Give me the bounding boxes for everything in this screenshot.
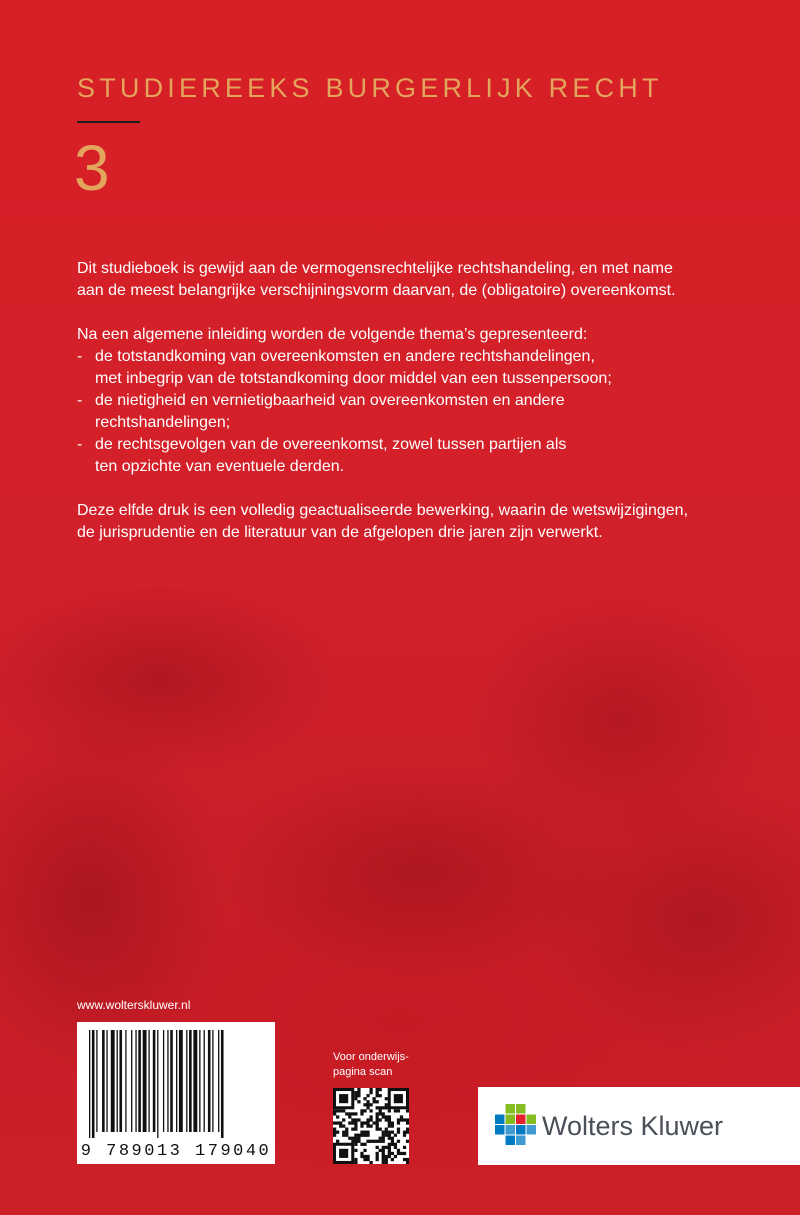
qr-module <box>376 1155 379 1158</box>
barcode-bar <box>138 1030 141 1132</box>
qr-module <box>376 1140 379 1143</box>
barcode-bar <box>89 1030 90 1138</box>
qr-module <box>397 1140 400 1143</box>
qr-module <box>391 1143 394 1146</box>
qr-module <box>351 1137 354 1140</box>
barcode-bar <box>125 1030 126 1132</box>
qr-module <box>376 1158 379 1161</box>
qr-module <box>360 1143 363 1146</box>
qr-module <box>403 1118 406 1121</box>
barcode-bar <box>102 1030 105 1132</box>
qr-module <box>385 1128 388 1131</box>
qr-module <box>397 1121 400 1124</box>
qr-module <box>354 1134 357 1137</box>
qr-module <box>388 1121 391 1124</box>
qr-module <box>394 1109 397 1112</box>
qr-module <box>354 1140 357 1143</box>
qr-module <box>360 1134 363 1137</box>
barcode-bar <box>111 1030 115 1132</box>
qr-module <box>357 1094 360 1097</box>
qr-module <box>354 1118 357 1121</box>
qr-module <box>385 1134 388 1137</box>
qr-module <box>357 1140 360 1143</box>
qr-module <box>357 1091 360 1094</box>
themes-intro: Na een algemene inleiding worden de volgende thema’s gepresenteerd: <box>77 326 588 343</box>
barcode-bar <box>199 1030 200 1132</box>
qr-caption-line-2: pagina scan <box>333 1066 393 1078</box>
themes-list <box>77 346 717 478</box>
qr-code[interactable] <box>333 1088 409 1164</box>
theme-line-2: met inbegrip van de totstandkoming door middel van een tussenpersoon; <box>95 370 612 387</box>
qr-module <box>400 1118 403 1121</box>
qr-module <box>376 1124 379 1127</box>
qr-module <box>357 1100 360 1103</box>
theme-line-2: rechtshandelingen; <box>95 414 231 431</box>
qr-module <box>366 1106 369 1109</box>
qr-module <box>376 1106 379 1109</box>
qr-module <box>397 1131 400 1134</box>
qr-module <box>366 1103 369 1106</box>
qr-module <box>366 1131 369 1134</box>
logo-tile <box>527 1125 537 1135</box>
qr-module <box>366 1155 369 1158</box>
qr-module <box>336 1131 339 1134</box>
isbn-number: 9 789013 179040 <box>80 1142 272 1161</box>
blurb-paragraph-3-line-1: Deze elfde druk is een volledig geactualiseerde bewerking, waarin de wetswijzigingen, <box>77 502 689 519</box>
qr-module <box>360 1155 363 1158</box>
qr-module <box>348 1137 351 1140</box>
qr-module <box>391 1152 394 1155</box>
qr-module <box>397 1128 400 1131</box>
qr-module <box>345 1134 348 1137</box>
qr-caption-line-1: Voor onderwijs- <box>333 1051 409 1063</box>
qr-module <box>388 1149 391 1152</box>
qr-module <box>369 1115 372 1118</box>
qr-module <box>342 1124 345 1127</box>
qr-module <box>363 1109 366 1112</box>
qr-module <box>388 1146 391 1149</box>
qr-module <box>406 1109 409 1112</box>
qr-module <box>333 1112 336 1115</box>
qr-module <box>354 1149 357 1152</box>
publisher-name: Wolters Kluwer <box>542 1111 724 1141</box>
logo-tile <box>516 1125 526 1135</box>
qr-module <box>354 1097 357 1100</box>
qr-module <box>366 1134 369 1137</box>
title-divider <box>77 121 140 123</box>
barcode-bar <box>163 1030 164 1132</box>
theme-item <box>77 346 717 390</box>
qr-module <box>336 1109 339 1112</box>
qr-module <box>394 1143 397 1146</box>
qr-finder-inner <box>394 1094 403 1103</box>
qr-module <box>382 1161 385 1164</box>
qr-module <box>345 1112 348 1115</box>
qr-module <box>366 1124 369 1127</box>
qr-finder-inner <box>339 1094 348 1103</box>
qr-module <box>382 1155 385 1158</box>
theme-bullet: - <box>77 348 83 365</box>
qr-module <box>373 1097 376 1100</box>
qr-module <box>369 1140 372 1143</box>
qr-module <box>388 1115 391 1118</box>
qr-module <box>366 1140 369 1143</box>
qr-module <box>403 1146 406 1149</box>
qr-code-icon <box>333 1088 409 1164</box>
qr-module <box>363 1097 366 1100</box>
qr-module <box>354 1128 357 1131</box>
barcode-bar <box>131 1030 132 1132</box>
qr-module <box>357 1118 360 1121</box>
wolters-kluwer-logo-icon <box>495 1104 537 1146</box>
qr-module <box>373 1100 376 1103</box>
qr-module <box>382 1140 385 1143</box>
qr-module <box>406 1131 409 1134</box>
qr-module <box>373 1140 376 1143</box>
qr-module <box>363 1121 366 1124</box>
qr-module <box>388 1131 391 1134</box>
qr-module <box>397 1109 400 1112</box>
qr-module <box>385 1103 388 1106</box>
qr-module <box>385 1158 388 1161</box>
logo-tile <box>506 1125 516 1135</box>
qr-module <box>376 1118 379 1121</box>
theme-line-1: de nietigheid en vernietigbaarheid van overeenkomsten en andere <box>95 392 565 409</box>
qr-module <box>388 1137 391 1140</box>
qr-module <box>366 1094 369 1097</box>
barcode-bar <box>218 1030 219 1132</box>
qr-module <box>403 1131 406 1134</box>
qr-module <box>379 1106 382 1109</box>
qr-module <box>376 1094 379 1097</box>
barcode-bar <box>117 1030 118 1132</box>
qr-module <box>400 1115 403 1118</box>
isbn-barcode <box>77 1022 275 1164</box>
blurb-paragraph-1 <box>77 258 717 302</box>
logo-tile <box>506 1104 516 1114</box>
qr-module <box>357 1088 360 1091</box>
qr-module <box>351 1140 354 1143</box>
qr-module <box>369 1124 372 1127</box>
qr-module <box>385 1161 388 1164</box>
qr-module <box>376 1152 379 1155</box>
qr-module <box>360 1121 363 1124</box>
qr-module <box>342 1131 345 1134</box>
qr-module <box>333 1128 336 1131</box>
qr-module <box>382 1134 385 1137</box>
qr-module <box>376 1115 379 1118</box>
qr-module <box>333 1121 336 1124</box>
qr-module <box>382 1115 385 1118</box>
qr-module <box>382 1112 385 1115</box>
qr-module <box>366 1100 369 1103</box>
qr-module <box>379 1137 382 1140</box>
qr-module <box>385 1146 388 1149</box>
volume-number: 3 <box>74 132 110 204</box>
qr-module <box>388 1155 391 1158</box>
barcode-bar <box>153 1030 156 1132</box>
qr-module <box>403 1158 406 1161</box>
qr-module <box>342 1109 345 1112</box>
qr-module <box>342 1118 345 1121</box>
qr-module <box>406 1118 409 1121</box>
qr-module <box>379 1140 382 1143</box>
qr-module <box>388 1118 391 1121</box>
qr-module <box>382 1149 385 1152</box>
qr-module <box>385 1097 388 1100</box>
qr-module <box>354 1143 357 1146</box>
qr-module <box>388 1143 391 1146</box>
qr-module <box>376 1100 379 1103</box>
qr-module <box>363 1155 366 1158</box>
qr-module <box>351 1121 354 1124</box>
logo-tile <box>495 1125 505 1135</box>
qr-module <box>351 1112 354 1115</box>
qr-module <box>406 1140 409 1143</box>
qr-module <box>348 1112 351 1115</box>
qr-module <box>376 1121 379 1124</box>
logo-tile <box>506 1115 516 1125</box>
barcode-bar <box>119 1030 122 1132</box>
qr-module <box>333 1131 336 1134</box>
qr-module <box>354 1124 357 1127</box>
qr-module <box>336 1115 339 1118</box>
qr-module <box>394 1155 397 1158</box>
qr-module <box>354 1158 357 1161</box>
barcode-bar <box>221 1030 224 1138</box>
qr-module <box>366 1118 369 1121</box>
qr-module <box>388 1124 391 1127</box>
blurb-paragraph-1-line-2: aan de meest belangrijke verschijningsvorm daarvan, de (obligatoire) overeenkomst. <box>77 282 676 299</box>
qr-module <box>382 1131 385 1134</box>
qr-module <box>385 1131 388 1134</box>
qr-module <box>369 1091 372 1094</box>
barcode-bar <box>189 1030 192 1132</box>
qr-module <box>354 1112 357 1115</box>
qr-module <box>376 1088 379 1091</box>
qr-module <box>357 1137 360 1140</box>
qr-module <box>363 1103 366 1106</box>
barcode-bar <box>148 1030 149 1132</box>
barcode-bar <box>135 1030 136 1132</box>
logo-tile <box>516 1115 526 1125</box>
qr-module <box>379 1128 382 1131</box>
qr-module <box>333 1109 336 1112</box>
qr-module <box>406 1128 409 1131</box>
qr-module <box>360 1109 363 1112</box>
qr-module <box>382 1152 385 1155</box>
barcode-bar <box>106 1030 107 1132</box>
qr-module <box>342 1134 345 1137</box>
barcode-bar <box>157 1030 158 1138</box>
qr-module <box>360 1131 363 1134</box>
qr-module <box>376 1091 379 1094</box>
qr-module <box>382 1146 385 1149</box>
publisher-website[interactable]: www.wolterskluwer.nl <box>77 998 191 1012</box>
qr-module <box>379 1088 382 1091</box>
barcode-bar <box>167 1030 168 1132</box>
qr-module <box>357 1134 360 1137</box>
qr-module <box>373 1121 376 1124</box>
qr-module <box>333 1134 336 1137</box>
qr-module <box>376 1112 379 1115</box>
qr-module <box>354 1161 357 1164</box>
blurb <box>77 258 717 544</box>
qr-module <box>391 1121 394 1124</box>
qr-module <box>406 1161 409 1164</box>
qr-module <box>354 1121 357 1124</box>
theme-line-2: ten opzichte van eventuele derden. <box>95 458 345 475</box>
blurb-paragraph-3 <box>77 500 717 544</box>
qr-module <box>345 1131 348 1134</box>
qr-module <box>369 1161 372 1164</box>
publisher-logo-panel <box>478 1087 800 1165</box>
barcode-bar <box>92 1030 95 1138</box>
qr-module <box>379 1112 382 1115</box>
qr-module <box>360 1112 363 1115</box>
qr-module <box>400 1152 403 1155</box>
barcode-bar <box>170 1030 173 1132</box>
qr-module <box>348 1121 351 1124</box>
logo-tile <box>516 1104 526 1114</box>
qr-module <box>379 1094 382 1097</box>
qr-module <box>382 1158 385 1161</box>
theme-item <box>77 434 717 478</box>
qr-module <box>376 1128 379 1131</box>
barcode-bar <box>204 1030 205 1132</box>
qr-module <box>397 1149 400 1152</box>
qr-module <box>391 1124 394 1127</box>
qr-module <box>376 1146 379 1149</box>
theme-bullet: - <box>77 436 83 453</box>
qr-module <box>379 1109 382 1112</box>
qr-module <box>351 1118 354 1121</box>
barcode-bar <box>179 1030 183 1132</box>
qr-module <box>391 1131 394 1134</box>
qr-module <box>385 1118 388 1121</box>
qr-module <box>360 1124 363 1127</box>
qr-module <box>354 1091 357 1094</box>
qr-module <box>385 1115 388 1118</box>
qr-module <box>391 1137 394 1140</box>
logo-tile <box>506 1136 516 1146</box>
qr-module <box>406 1121 409 1124</box>
barcode-bar <box>176 1030 177 1132</box>
qr-module <box>339 1121 342 1124</box>
series-title: STUDIEREEKS BURGERLIJK RECHT <box>77 73 663 103</box>
qr-module <box>366 1121 369 1124</box>
barcode-bar <box>212 1030 213 1132</box>
blurb-paragraph-1-line-1: Dit studieboek is gewijd aan de vermogensrechtelijke rechtshandeling, en met name <box>77 260 673 277</box>
qr-module <box>391 1140 394 1143</box>
qr-module <box>382 1137 385 1140</box>
qr-module <box>369 1109 372 1112</box>
qr-module <box>391 1158 394 1161</box>
qr-caption <box>333 1050 443 1080</box>
qr-module <box>339 1109 342 1112</box>
qr-module <box>369 1103 372 1106</box>
qr-module <box>345 1128 348 1131</box>
barcode-bar <box>186 1030 187 1132</box>
theme-line-1: de totstandkoming van overeenkomsten en andere rechtshandelingen, <box>95 348 595 365</box>
qr-module <box>348 1115 351 1118</box>
qr-module <box>382 1106 385 1109</box>
qr-module <box>363 1149 366 1152</box>
qr-finder-inner <box>339 1149 348 1158</box>
qr-module <box>339 1124 342 1127</box>
qr-module <box>397 1152 400 1155</box>
qr-module <box>366 1158 369 1161</box>
qr-module <box>369 1088 372 1091</box>
qr-module <box>369 1118 372 1121</box>
qr-module <box>388 1109 391 1112</box>
qr-module <box>354 1137 357 1140</box>
qr-module <box>379 1149 382 1152</box>
logo-tile <box>495 1115 505 1125</box>
qr-module <box>336 1121 339 1124</box>
qr-module <box>351 1128 354 1131</box>
theme-bullet: - <box>77 392 83 409</box>
logo-tile <box>527 1115 537 1125</box>
barcode-bar <box>193 1030 197 1132</box>
qr-module <box>406 1158 409 1161</box>
barcode-bar <box>208 1030 211 1132</box>
qr-module <box>363 1158 366 1161</box>
qr-module <box>394 1134 397 1137</box>
qr-module <box>385 1106 388 1109</box>
logo-tile <box>516 1136 526 1146</box>
qr-module <box>385 1155 388 1158</box>
qr-module <box>363 1134 366 1137</box>
qr-module <box>360 1152 363 1155</box>
theme-item <box>77 390 717 434</box>
qr-module <box>363 1143 366 1146</box>
barcode-bar <box>96 1030 97 1132</box>
qr-module <box>403 1152 406 1155</box>
qr-module <box>403 1134 406 1137</box>
barcode-bar <box>143 1030 147 1132</box>
qr-module <box>388 1134 391 1137</box>
qr-module <box>379 1118 382 1121</box>
qr-module <box>394 1146 397 1149</box>
blurb-paragraph-3-line-2: de jurisprudentie en de literatuur van de afgelopen drie jaren zijn verwerkt. <box>77 524 603 541</box>
theme-line-1: de rechtsgevolgen van de overeenkomst, zowel tussen partijen als <box>95 436 567 453</box>
qr-module <box>397 1118 400 1121</box>
qr-module <box>388 1152 391 1155</box>
qr-module <box>363 1131 366 1134</box>
qr-module <box>354 1094 357 1097</box>
barcode-icon <box>77 1022 275 1140</box>
qr-module <box>336 1140 339 1143</box>
